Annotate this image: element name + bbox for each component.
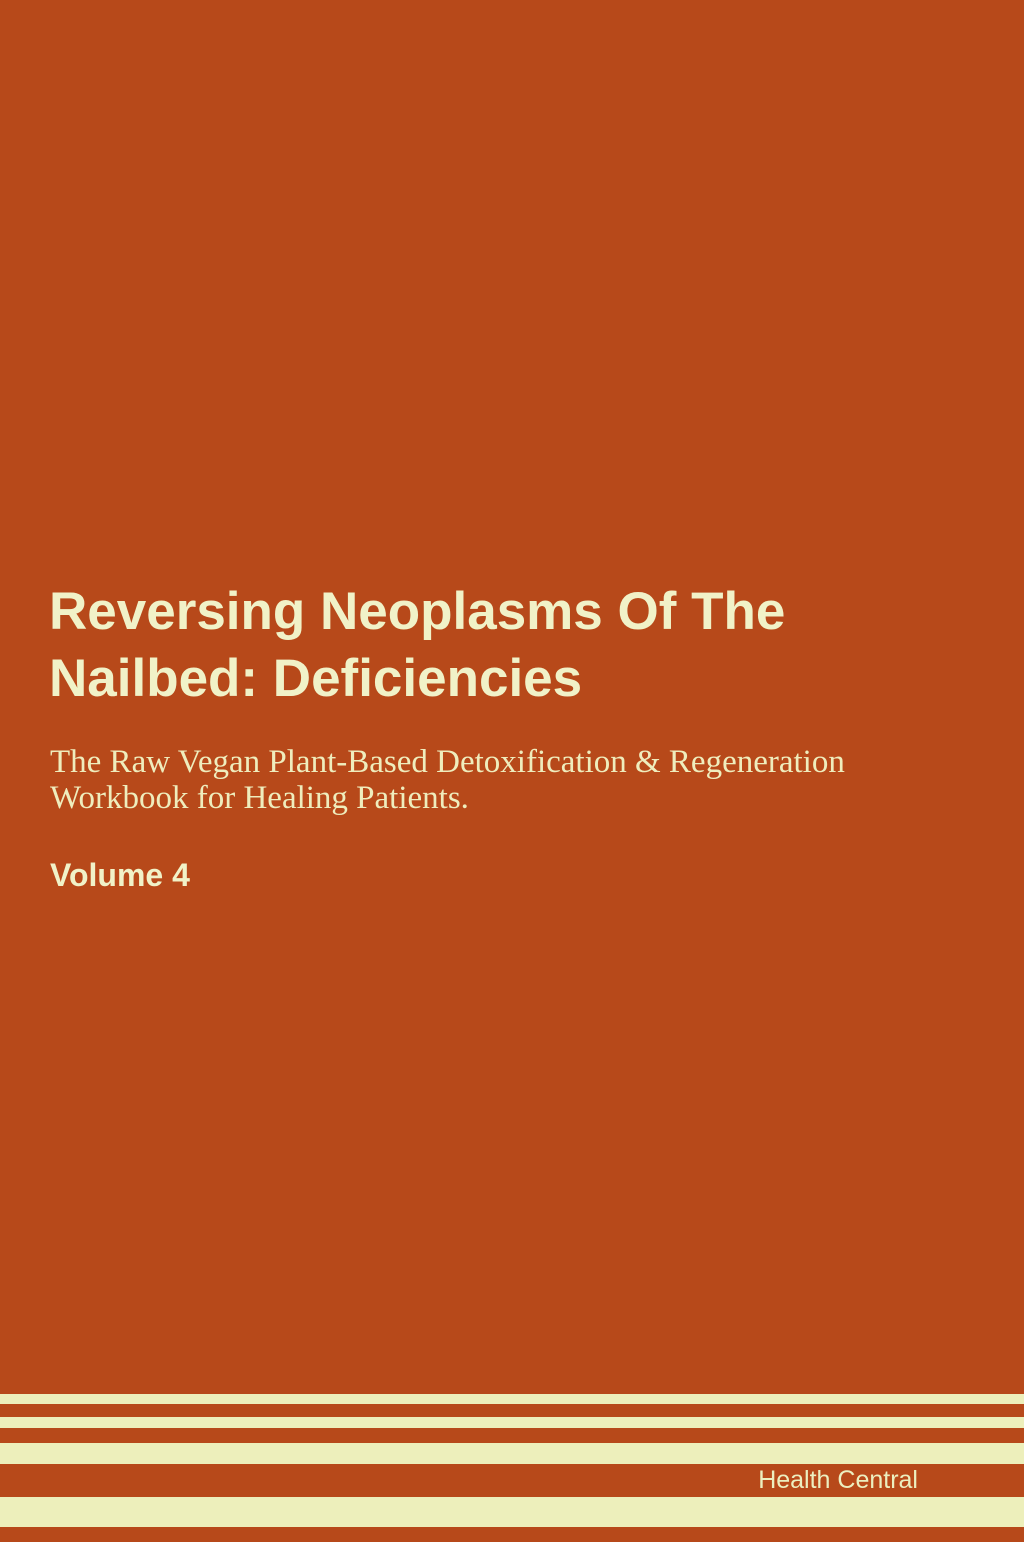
- book-title-line2: Nailbed: Deficiencies: [49, 649, 583, 708]
- footer-stripe-3: [0, 1443, 1024, 1464]
- volume-label: Volume 4: [50, 857, 190, 893]
- publisher-band: [0, 1464, 1024, 1497]
- book-subtitle-line1: The Raw Vegan Plant-Based Detoxification & Regeneration: [50, 744, 845, 780]
- book-subtitle-line2: Workbook for Healing Patients.: [50, 780, 469, 816]
- footer-stripe-1: [0, 1394, 1024, 1404]
- footer-stripe-4: [0, 1497, 1024, 1527]
- publisher-name: Health Central: [758, 1466, 918, 1494]
- book-title: [49, 578, 889, 712]
- book-title-line1: Reversing Neoplasms Of The: [49, 582, 786, 641]
- footer-stripe-2: [0, 1417, 1024, 1428]
- book-subtitle: [50, 744, 950, 816]
- title-block: [49, 578, 889, 712]
